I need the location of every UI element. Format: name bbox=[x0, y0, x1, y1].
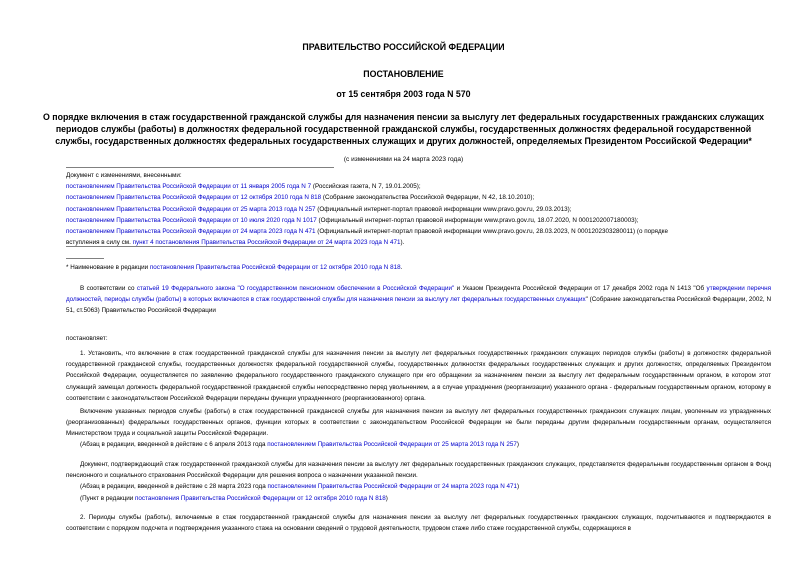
paragraph-2-note: (Абзац в редакции, введенной в действие с 6 апреля 2013 года постановлением Правительства Российской Федерации от 25 марта 2013 года N 257) bbox=[80, 441, 519, 448]
change-link[interactable]: постановлением Правительства Российской Федерации от 11 января 2005 года N 7 bbox=[66, 183, 312, 191]
paragraph-3: Документ, подтверждающий стаж государственной гражданской службы для назначения пенсии за выслугу лет федеральных государственных гражданских служащих, представляется федеральным государственным органом в Фонд пенсионного и социального страхования Российской Федерации для решения вопроса о назначении указанной пенсии. bbox=[66, 461, 771, 480]
note-link[interactable]: постановлением Правительства Российской Федерации от 24 марта 2023 года N 471 bbox=[267, 483, 518, 490]
changes-intro: Документ с изменениями, внесенными: bbox=[66, 172, 182, 179]
paragraph-2: Включение указанных периодов службы (работы) в стаж государственной гражданской службы для назначения пенсии за выслугу лет федеральных государственных гражданских служащих лицам, уволенным из упраздненных (реорганизованных) федеральных государственных органов, функции которых в соответствии с законодательством Российской Федерации не были переданы другим федеральным государственным органам, осуществляется Министерством труда и социальной защиты Российской Федерации. bbox=[66, 408, 771, 438]
note-link[interactable]: постановлением Правительства Российской Федерации от 25 марта 2013 года N 257 bbox=[267, 441, 517, 448]
changes-block bbox=[66, 170, 771, 248]
change-link[interactable]: постановлением Правительства Российской Федерации от 10 июля 2020 года N 1017 bbox=[66, 216, 317, 224]
note-link[interactable]: постановления Правительства Российской Федерации от 12 октября 2010 года N 818 bbox=[135, 495, 386, 502]
paragraph-3-note-1: (Абзац в редакции, введенной в действие с 28 марта 2023 года постановлением Правительства Российской Федерации от 24 марта 2023 года N 471) bbox=[80, 483, 520, 490]
change-item: постановлением Правительства Российской Федерации от 10 июля 2020 года N 1017 (Официальный интернет-портал правовой информации www.pravo.gov.ru, 18.07.2020, N 0001202007180003); bbox=[66, 216, 639, 224]
document-title: О порядке включения в стаж государственной гражданской службы для назначения пенсии за выслугу лет федеральных государственных гражданских служащих периодов службы (работы) в должностях федеральной государственной гражданской службы, государственных должностях федеральной государственной службы, государственных должностях федеральных государственных служащих и других должностей, определяемых Президентом Российской Федерации* bbox=[42, 112, 765, 146]
paragraph-1: 1. Установить, что включение в стаж государственной гражданской службы для назначения пенсии за выслугу лет федеральных государственных гражданских служащих периодов службы (работы) в должностях федеральной государственной гражданской службы, государственных должностях федеральной государственной службы, государственных должностях федеральных государственных служащих и других должностях, определяемых Президентом Российской Федерации, осуществляется по заявлению федерального государственного гражданского служащего при его обращении за назначением пенсии за выслугу лет федеральным государственным органом, в котором этот служащий замещал должность федеральной государственной гражданской службы непосредственно перед увольнением, а в случае упразднения (реорганизации) указанного органа - федеральным государственным органом, которому в соответствии с законодательством Российской Федерации переданы функции упраздненного (реорганизованного) органа. bbox=[66, 350, 771, 402]
footnote-rule bbox=[66, 258, 104, 259]
edition-note: (с изменениями на 24 марта 2023 года) bbox=[343, 156, 464, 163]
date-number-heading: от 15 сентября 2003 года N 570 bbox=[336, 89, 471, 99]
doc-type-heading: ПОСТАНОВЛЕНИЕ bbox=[363, 69, 444, 79]
decrees-label: постановляет: bbox=[66, 335, 108, 342]
paragraph-4: 2. Периоды службы (работы), включаемые в стаж государственной гражданской службы для назначения пенсии за выслугу лет федеральных государственных гражданских служащих, подсчитываются и подтверждаются в соответствии с порядком подсчета и подтверждения указанного стажа на основании сведений о трудовой деятельности, трудовом стаже либо стаже государственной службы, содержащихся в bbox=[66, 514, 771, 533]
change-link[interactable]: постановлением Правительства Российской Федерации от 24 марта 2023 года N 471 bbox=[66, 228, 316, 236]
change-link[interactable]: постановлением Правительства Российской Федерации от 25 марта 2013 года N 257 bbox=[66, 205, 316, 213]
change-item: вступления в силу см. пункт 4 постановления Правительства Российской Федерации от 24 марта 2023 года N 471). bbox=[66, 239, 405, 247]
paragraph-3-note-2: (Пункт в редакции постановления Правительства Российской Федерации от 12 октября 2010 года N 818) bbox=[80, 495, 388, 502]
change-item: постановлением Правительства Российской Федерации от 25 марта 2013 года N 257 (Официальный интернет-портал правовой информации www.pravo.gov.ru, 29.03.2013); bbox=[66, 205, 572, 213]
changes-top-rule bbox=[66, 167, 334, 168]
change-link[interactable]: пункт 4 постановления Правительства Российской Федерации от 24 марта 2023 года N 471 bbox=[132, 239, 401, 247]
changes-bottom-rule bbox=[66, 246, 334, 247]
footnote: * Наименование в редакции постановления Правительства Российской Федерации от 12 октября 2010 года N 818. bbox=[66, 264, 403, 271]
change-item: постановлением Правительства Российской Федерации от 24 марта 2023 года N 471 (Официальный интернет-портал правовой информации www.pravo.gov.ru, 28.03.2023, N 0001202303280011) (о порядке bbox=[66, 228, 668, 236]
change-item: постановлением Правительства Российской Федерации от 11 января 2005 года N 7 (Российская газета, N 7, 19.01.2005); bbox=[66, 183, 421, 191]
footnote-link[interactable]: постановления Правительства Российской Федерации от 12 октября 2010 года N 818 bbox=[149, 264, 401, 271]
change-link[interactable]: постановлением Правительства Российской Федерации от 12 октября 2010 года N 818 bbox=[66, 194, 322, 202]
change-item: постановлением Правительства Российской Федерации от 12 октября 2010 года N 818 (Собрание законодательства Российской Федерации, N 42, 18.10.2010); bbox=[66, 194, 535, 202]
org-heading: ПРАВИТЕЛЬСТВО РОССИЙСКОЙ ФЕДЕРАЦИИ bbox=[302, 42, 505, 52]
law-link[interactable]: статьей 19 Федерального закона "О государственном пенсионном обеспечении в Российской Федерации" bbox=[136, 285, 455, 292]
preamble: В соответствии со статьей 19 Федерального закона "О государственном пенсионном обеспечении в Российской Федерации" и Указом Президента Российской Федерации от 17 декабря 2002 года N 1413 "Об утверждении перечня должностей, периоды службы (работы) в которых включаются в стаж государственной службы для назначения пенсии за выслугу лет федеральных государственных служащих" (Собрание законодательства Российской Федерации, 2002, N 51, ст.5063) Правительство Российской Федерации bbox=[66, 285, 772, 315]
decree-link[interactable]: утверждении перечня должностей, периоды службы (работы) в которых включаются в стаж государственной службы для назначения пенсии за выслугу лет федеральных государственных служащих bbox=[66, 285, 772, 304]
